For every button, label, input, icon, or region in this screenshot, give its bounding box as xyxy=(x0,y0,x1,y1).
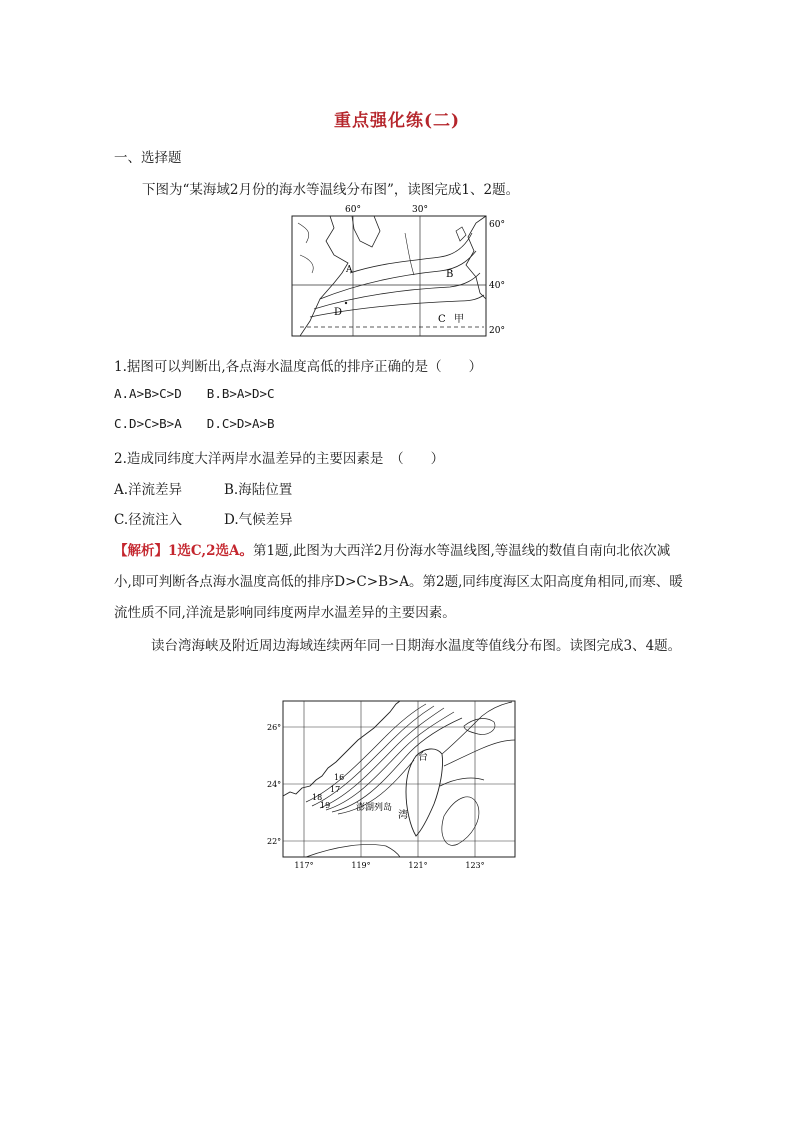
analysis-paragraph xyxy=(114,536,684,629)
map1-lat-40: 40° xyxy=(489,281,505,291)
map1-point-d: D xyxy=(334,307,343,318)
question-2-stem: 2.造成同纬度大洋两岸水温差异的主要因素是 （ ） xyxy=(114,451,445,467)
map1-lat-60: 60° xyxy=(489,220,505,230)
map1-point-c: C xyxy=(438,314,446,325)
map2-lon-117: 117° xyxy=(294,861,314,870)
analysis-text: 第1题,此图为大西洋2月份海水等温线图,等温线的数值自南向北依次减小,即可判断各点海水温度高低的排序D>C>B>A。第2题,同纬度海区太阳高度角相同,而寒、暖流性质不同,洋流是影响同纬度两岸水温差异的主要因素。 xyxy=(114,543,683,621)
map2-lon-121: 121° xyxy=(408,861,428,870)
map2-iso-16: 16 xyxy=(334,773,345,782)
page-title: 重点强化练(二) xyxy=(333,111,461,131)
map2-iso-19: 19 xyxy=(320,801,331,810)
map1-point-b: B xyxy=(446,269,454,280)
map2-lon-123: 123° xyxy=(465,861,485,870)
question-1-option-c[interactable]: C.D>C>B>A xyxy=(114,416,182,431)
atlantic-isotherm-map xyxy=(290,203,510,341)
map1-place-jia: 甲 xyxy=(454,314,464,325)
map1-lon-30: 30° xyxy=(412,205,428,215)
map2-place-penghu: 澎湖列岛 xyxy=(356,803,393,813)
question-1-stem: 1.据图可以判断出,各点海水温度高低的排序正确的是（ ） xyxy=(114,359,483,375)
question-2-option-c[interactable]: C.径流注入 xyxy=(114,512,183,528)
map2-lat-24: 24° xyxy=(267,780,282,789)
map1-lon-60: 60° xyxy=(345,205,361,215)
map2-iso-17: 17 xyxy=(330,785,341,794)
question-1-option-a[interactable]: A.A>B>C>D xyxy=(114,386,182,401)
question-1-options-row-2 xyxy=(114,416,275,431)
taiwan-strait-isotherm-map xyxy=(266,696,526,872)
map2-place-wan: 湾 xyxy=(398,810,408,821)
section-heading: 一、选择题 xyxy=(114,150,182,166)
map2-lat-22: 22° xyxy=(267,837,282,846)
map2-lon-119: 119° xyxy=(351,861,371,870)
map2-lat-26: 26° xyxy=(267,723,282,732)
question-1-option-d[interactable]: D.C>D>A>B xyxy=(206,416,275,431)
map2-place-tai: 台 xyxy=(418,752,428,763)
analysis-tag: 【解析】1选C,2选A。 xyxy=(114,543,253,559)
question-2-option-d[interactable]: D.气候差异 xyxy=(224,512,293,528)
question-1-option-b[interactable]: B.B>A>D>C xyxy=(206,386,275,401)
question-2-option-a[interactable]: A.洋流差异 xyxy=(114,482,183,498)
map2-iso-18: 18 xyxy=(312,793,323,802)
question-2-option-b[interactable]: B.海陆位置 xyxy=(224,482,293,498)
question-1-options-row-1 xyxy=(114,386,275,401)
intro-question-1-2: 下图为“某海域2月份的海水等温线分布图”，读图完成1、2题。 xyxy=(142,182,520,198)
intro-question-3-4: 读台湾海峡及附近周边海域连续两年同一日期海水温度等值线分布图。读图完成3、4题。 xyxy=(151,638,682,654)
map1-lat-20: 20° xyxy=(489,326,505,336)
map1-point-a: A xyxy=(346,265,353,275)
